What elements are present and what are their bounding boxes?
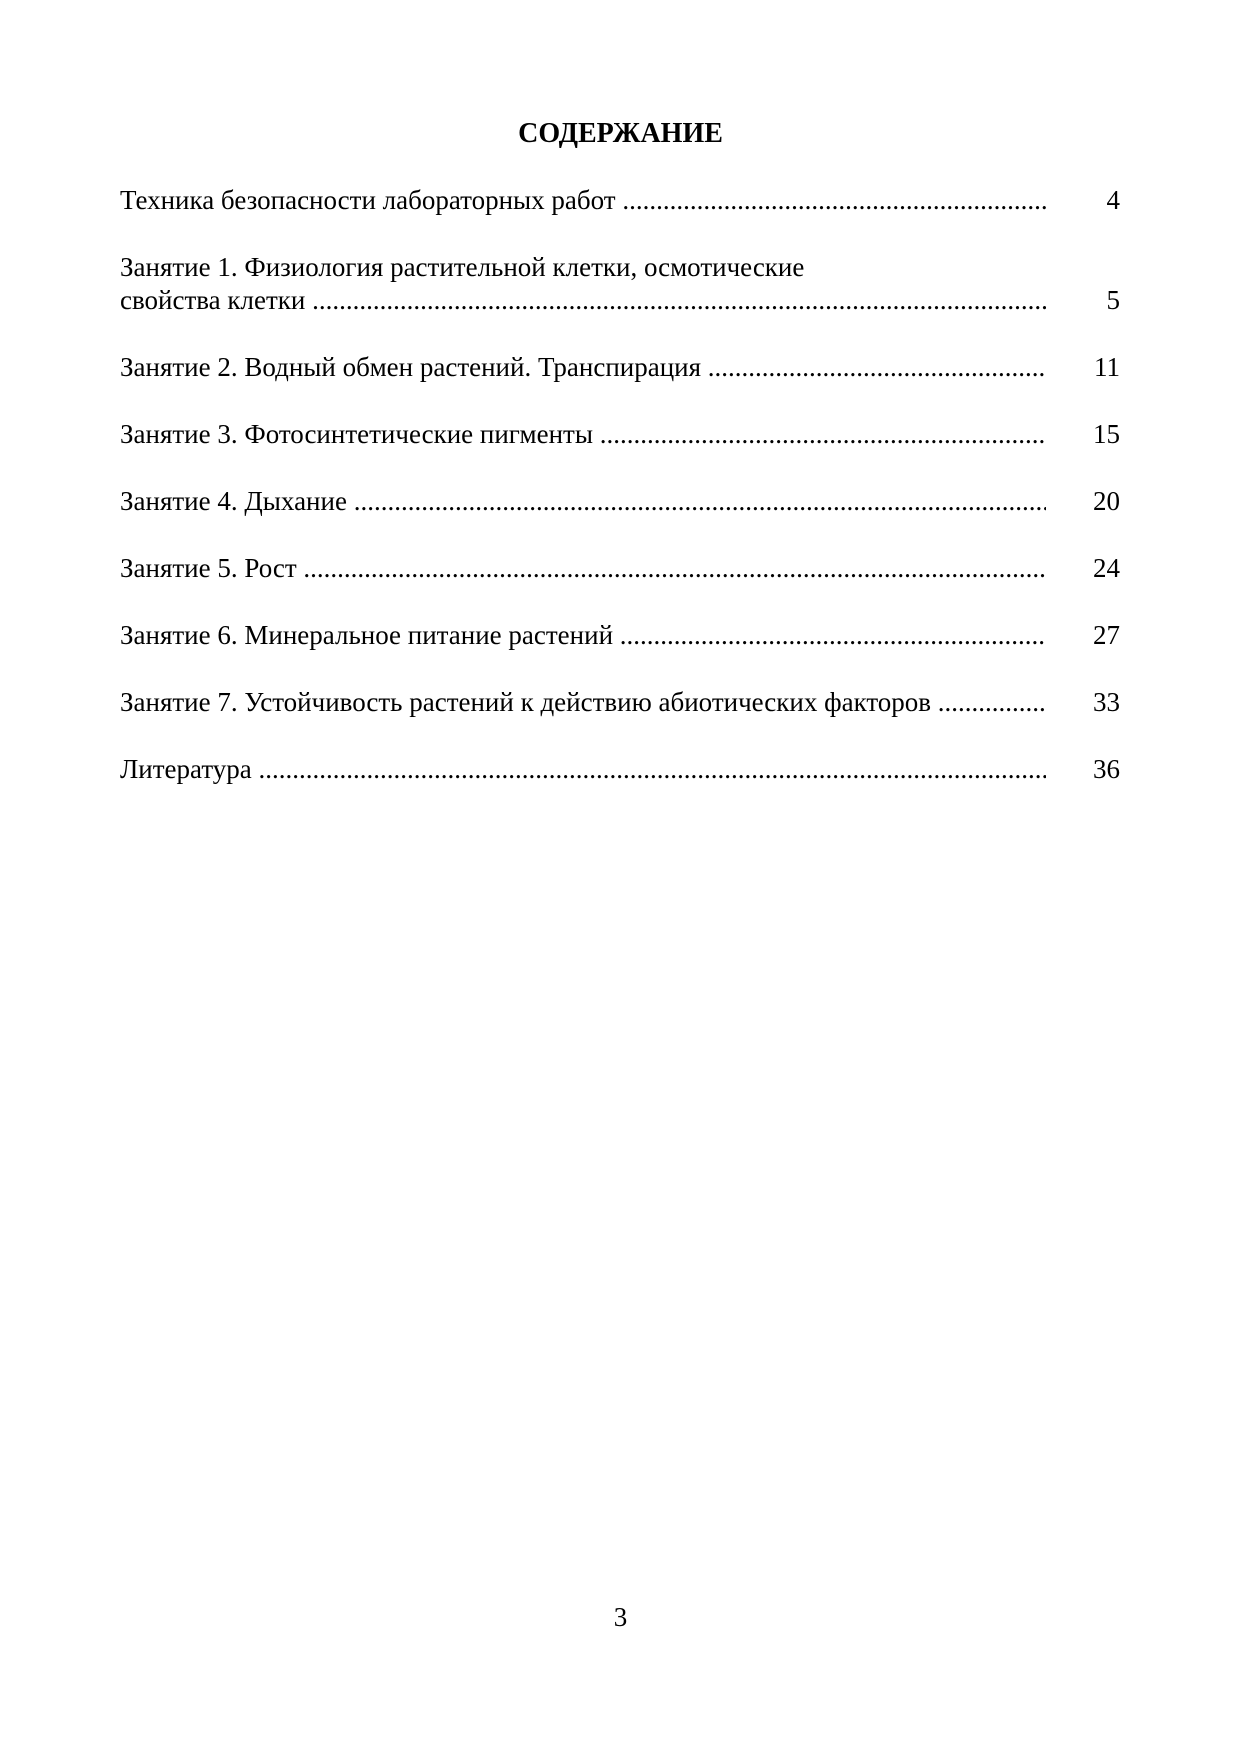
toc-entry-lesson-2 bbox=[120, 351, 1120, 384]
toc-entry-title: Занятие 3. Фотосинтетические пигменты ..... bbox=[120, 418, 1046, 451]
toc-entry-title: Занятие 4. Дыхание ..... bbox=[120, 485, 1046, 518]
toc-entry-page: 27 bbox=[1093, 620, 1120, 650]
toc-entry-title: Занятие 7. Устойчивость растений к действию абиотических факторов ..... bbox=[120, 686, 1046, 719]
toc-entry-page: 11 bbox=[1094, 352, 1120, 382]
toc-entry-page: 36 bbox=[1093, 754, 1120, 784]
toc-entry-lesson-5 bbox=[120, 552, 1120, 585]
toc-entry-page: 4 bbox=[1106, 185, 1120, 215]
toc-entry-lesson-7 bbox=[120, 686, 1120, 719]
table-of-contents bbox=[120, 184, 1120, 820]
toc-entry-title: Литература ..... bbox=[120, 753, 1046, 786]
toc-entry-literature bbox=[120, 753, 1120, 786]
toc-line bbox=[120, 418, 1120, 451]
toc-line bbox=[120, 753, 1120, 786]
toc-entry-lesson-4 bbox=[120, 485, 1120, 518]
toc-line bbox=[120, 552, 1120, 585]
toc-entry-title: Занятие 5. Рост ..... bbox=[120, 552, 1046, 585]
toc-line bbox=[120, 351, 1120, 384]
toc-entry-title-line-1: Занятие 1. Физиология растительной клетки, осмотические bbox=[120, 252, 805, 282]
toc-line bbox=[120, 184, 1120, 217]
page-number: 3 bbox=[613, 1602, 628, 1632]
toc-line bbox=[120, 284, 1120, 317]
toc-entry-title: Техника безопасности лабораторных работ ..... bbox=[120, 184, 1046, 217]
toc-entry-page: 15 bbox=[1093, 419, 1120, 449]
toc-entry-page: 20 bbox=[1093, 486, 1120, 516]
toc-entry-lesson-3 bbox=[120, 418, 1120, 451]
toc-entry-page: 5 bbox=[1106, 285, 1120, 315]
toc-line bbox=[120, 485, 1120, 518]
toc-line bbox=[120, 619, 1120, 652]
toc-entry-page: 33 bbox=[1093, 687, 1120, 717]
page-title: СОДЕРЖАНИЕ bbox=[518, 118, 723, 149]
toc-line bbox=[120, 686, 1120, 719]
toc-entry-title: свойства клетки ..... bbox=[120, 284, 1046, 317]
toc-entry-title: Занятие 2. Водный обмен растений. Транспирация ..... bbox=[120, 351, 1046, 384]
toc-entry-page: 24 bbox=[1093, 553, 1120, 583]
toc-entry-title: Занятие 6. Минеральное питание растений ..... bbox=[120, 619, 1046, 652]
toc-entry-safety bbox=[120, 184, 1120, 217]
toc-entry-lesson-1 bbox=[120, 251, 1120, 317]
toc-entry-lesson-6 bbox=[120, 619, 1120, 652]
